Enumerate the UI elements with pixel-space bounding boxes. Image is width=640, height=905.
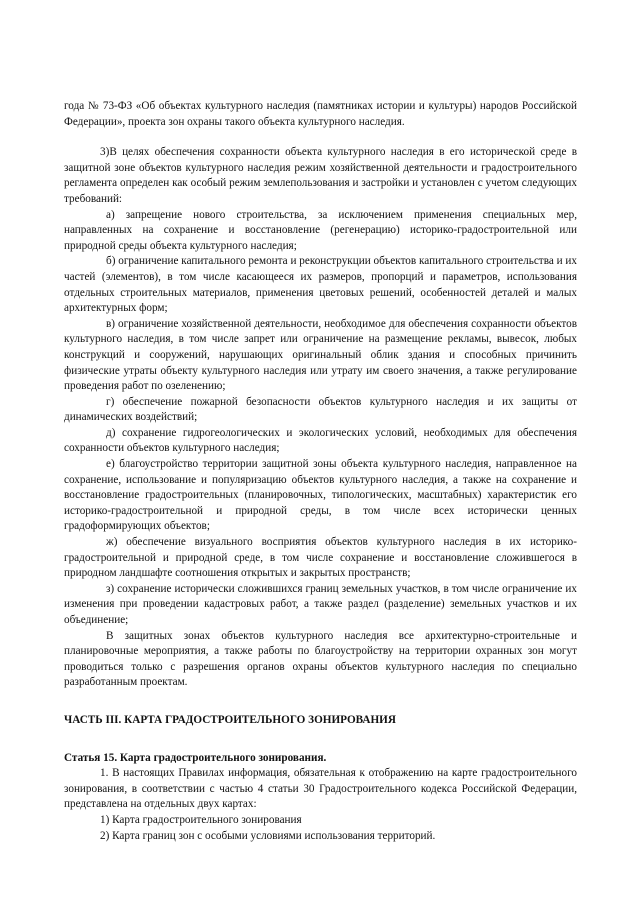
map-list-item: 2) Карта границ зон с особыми условиями использования территорий. (100, 829, 436, 842)
requirement-item-z: з) сохранение исторически сложившихся границ земельных участков, в том числе ограничение их изменения при проведении кадастровых работ, а также раздел (разделение) земельных участков и их объединение; (64, 582, 577, 626)
paragraph-protected-zones: В защитных зонах объектов культурного наследия все архитектурно-строительные и планировочные мероприятия, а также работы по благоустройству на территории охранных зон могут проводиться только с разрешения органов охраны объектов культурного наследия по специально разработанным проектам. (64, 629, 577, 689)
part-heading: ЧАСТЬ III. КАРТА ГРАДОСТРОИТЕЛЬНОГО ЗОНИРОВАНИЯ (64, 713, 396, 726)
document-page (64, 99, 577, 844)
requirement-item-e: е) благоустройство территории защитной зоны объекта культурного наследия, направленное на сохранение, использование и популяризацию объектов культурного наследия, а также на сохранение и восстановление градостроительных (планировочных, типологических, масштабных) характеристик его историко-градостроительной и природной среды, в том числе всех исторически ценных градоформирующих объектов; (64, 458, 577, 533)
requirement-item-b: б) ограничение капитального ремонта и реконструкции объектов капитального строительства и их частей (элементов), в том числе касающееся их размеров, пропорций и параметров, использования отдельных строительных материалов, применения цветовых решений, особенностей деталей и малых архитектурных форм; (64, 255, 577, 315)
requirement-item-d: д) сохранение гидрогеологических и экологических условий, необходимых для обеспечения сохранности объектов культурного наследия; (64, 426, 577, 455)
article-title: Статья 15. Карта градостроительного зонирования. (64, 751, 327, 764)
map-list-item: 1) Карта градостроительного зонирования (100, 813, 302, 826)
requirement-item-v: в) ограничение хозяйственной деятельности, необходимое для обеспечения сохранности объектов культурного наследия, в том числе запрет или ограничение на размещение рекламы, вывесок, любых конструкций и сооружений, нарушающих оригинальный облик здания и способных причинить физические утраты объекту культурного наследия или утрату им своего значения, а также регулирование проведения работ по озеленению; (64, 317, 577, 393)
paragraph-requirements: 3)В целях обеспечения сохранности объекта культурного наследия в его исторической среде в защитной зоне объектов культурного наследия режим хозяйственной деятельности и градостроительного регламента определен как особый режим землепользования и застройки и установлен с учетом следующих требований: (64, 146, 577, 205)
requirement-item-a: а) запрещение нового строительства, за исключением применения специальных мер, направленных на сохранение и восстановление (регенерацию) историко-градостроительной или природной среды объекта культурного наследия; (64, 208, 577, 252)
article-paragraph-1: 1. В настоящих Правилах информация, обязательная к отображению на карте градостроительного зонирования, в соответствии с частью 4 статьи 30 Градостроительного кодекса Российской Федерации, представлена на отдельных двух картах: (64, 767, 577, 811)
requirement-item-zh: ж) обеспечение визуального восприятия объектов культурного наследия в их историко-градостроительной и природной среде, в том числе сохранение и восстановление сложившегося в природном ландшафте соотношения открытых и закрытых пространств; (64, 536, 577, 580)
requirement-item-g: г) обеспечение пожарной безопасности объектов культурного наследия и их защиты от динамических воздействий; (64, 395, 577, 424)
paragraph-intro: года № 73-ФЗ «Об объектах культурного наследия (памятниках истории и культуры) народов Российской Федерации», проекта зон охраны такого объекта культурного наследия. (64, 100, 577, 128)
